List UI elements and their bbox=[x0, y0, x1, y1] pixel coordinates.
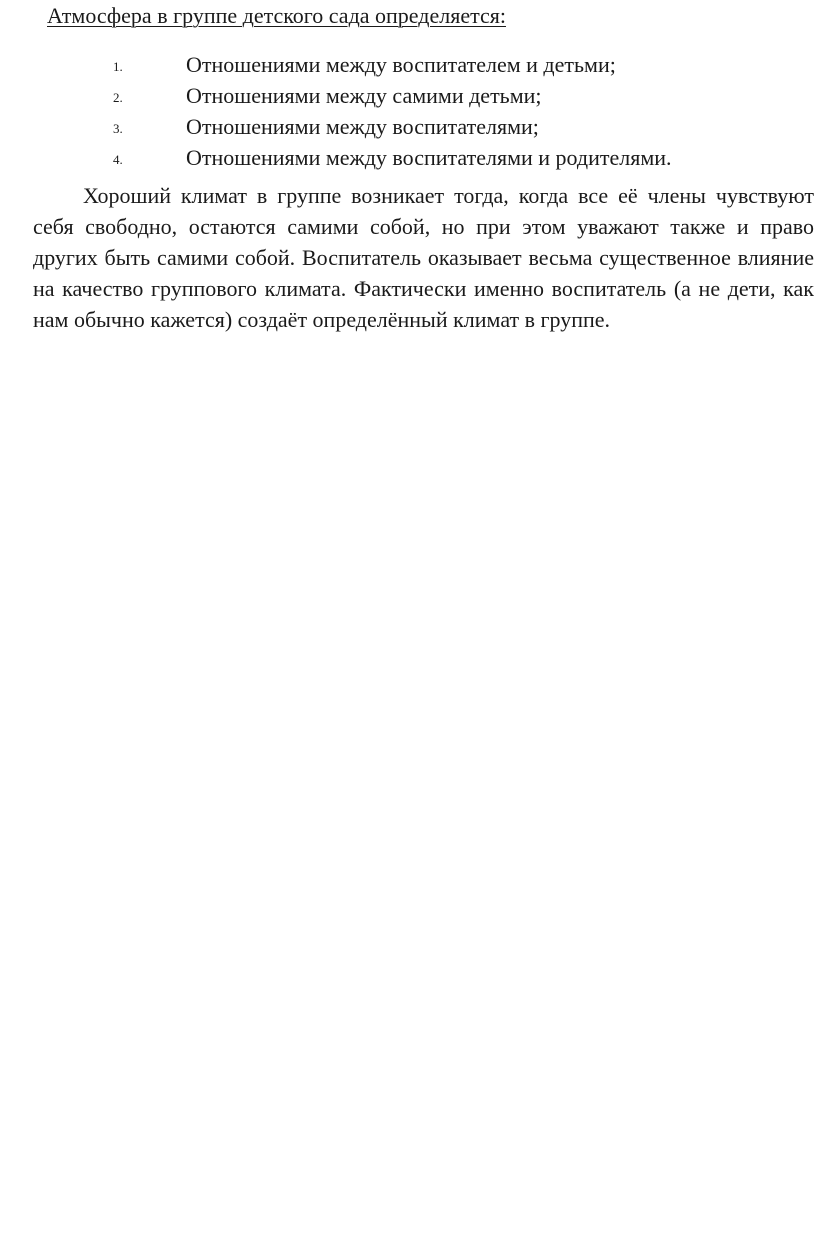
list-item-text: Отношениями между воспитателями и родителями. bbox=[186, 145, 672, 170]
list-item bbox=[0, 82, 816, 113]
list-item bbox=[0, 51, 816, 82]
numbered-list bbox=[0, 51, 816, 175]
list-item bbox=[0, 144, 816, 175]
list-item-number: 2. bbox=[113, 90, 123, 105]
body-paragraph: Хороший климат в группе возникает тогда, когда все её члены чувствуют себя свободно, остаются самими собой, но при этом уважают также и право других быть самими собой. Воспитатель оказывает весьма существенное влияние на качество группового климата. Фактически именно воспитатель (а не дети, как нам обычно кажется) создаёт определённый климат в группе. bbox=[33, 183, 814, 332]
list-item bbox=[0, 113, 816, 144]
list-item-number: 4. bbox=[113, 152, 123, 167]
document-heading: Атмосфера в группе детского сада определяется: bbox=[47, 3, 506, 28]
list-item-text: Отношениями между самими детьми; bbox=[186, 83, 542, 108]
list-item-text: Отношениями между воспитателями; bbox=[186, 114, 539, 139]
list-item-number: 3. bbox=[113, 121, 123, 136]
list-item-number: 1. bbox=[113, 59, 123, 74]
list-item-text: Отношениями между воспитателем и детьми; bbox=[186, 52, 616, 77]
